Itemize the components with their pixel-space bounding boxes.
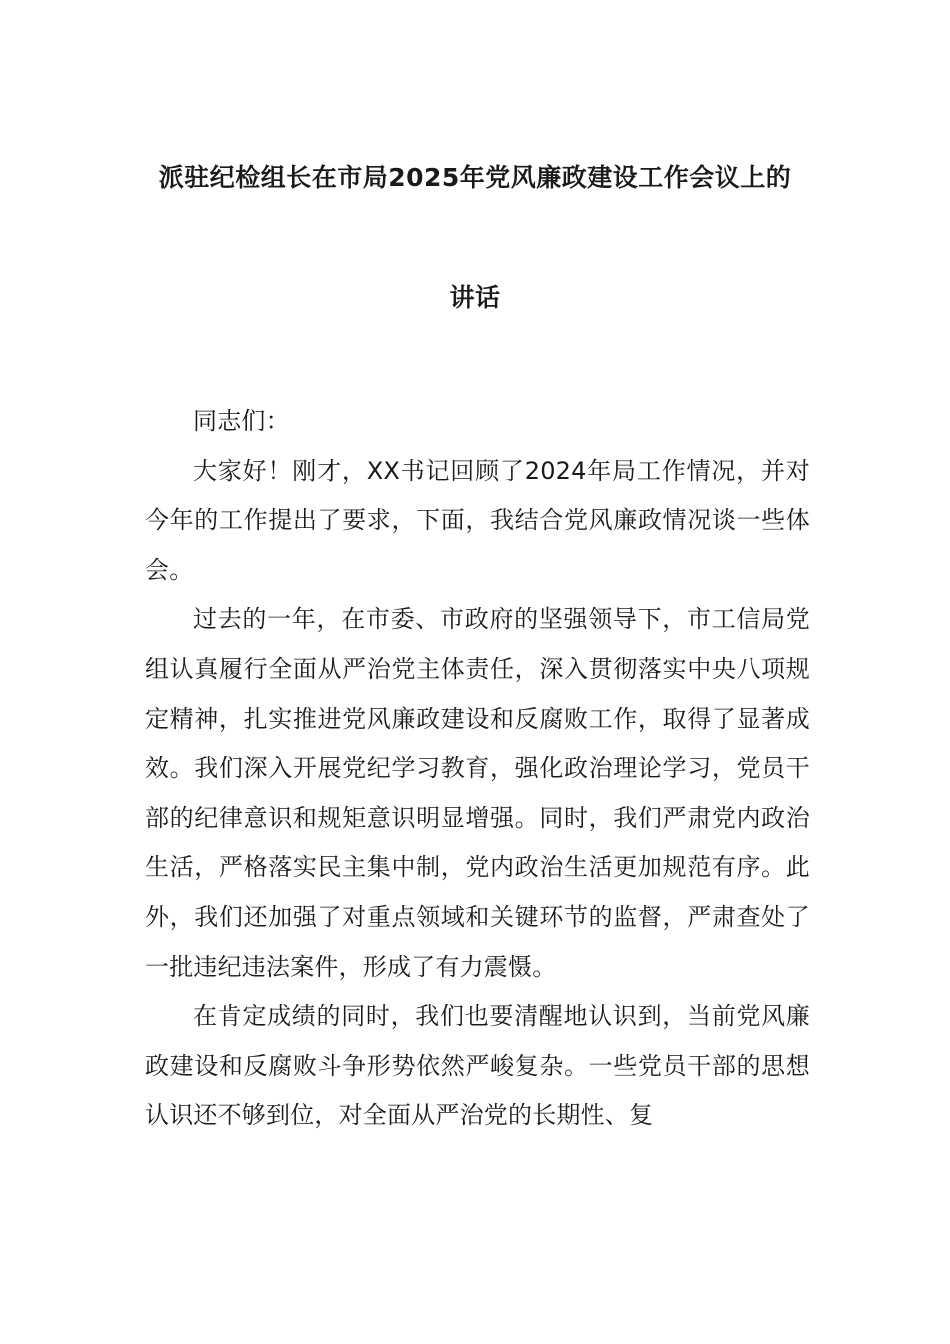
- opening-paragraph: 大家好！刚才，XX书记回顾了2024年局工作情况，并对今年的工作提出了要求，下面，我结合党风廉政情况谈一些体会。: [145, 456, 810, 584]
- document-title-line-1: 派驻纪检组长在市局2025年党风廉政建设工作会议上的: [158, 163, 792, 192]
- document-title-line-2: 讲话: [449, 283, 501, 312]
- document-body: [145, 397, 810, 1141]
- salutation-paragraph: 同志们：: [193, 407, 290, 435]
- challenges-paragraph: 在肯定成绩的同时，我们也要清醒地认识到，当前党风廉政建设和反腐败斗争形势依然严峻复杂。一些党员干部的思想认识还不够到位，对全面从严治党的长期性、复: [145, 1002, 810, 1130]
- review-paragraph: 过去的一年，在市委、市政府的坚强领导下，市工信局党组认真履行全面从严治党主体责任，深入贯彻落实中央八项规定精神，扎实推进党风廉政建设和反腐败工作，取得了显著成效。我们深入开展党纪学习教育，强化政治理论学习，党员干部的纪律意识和规矩意识明显增强。同时，我们严肃党内政治生活，严格落实民主集中制，党内政治生活更加规范有序。此外，我们还加强了对重点领域和关键环节的监督，严肃查处了一批违纪违法案件，形成了有力震慑。: [145, 605, 810, 981]
